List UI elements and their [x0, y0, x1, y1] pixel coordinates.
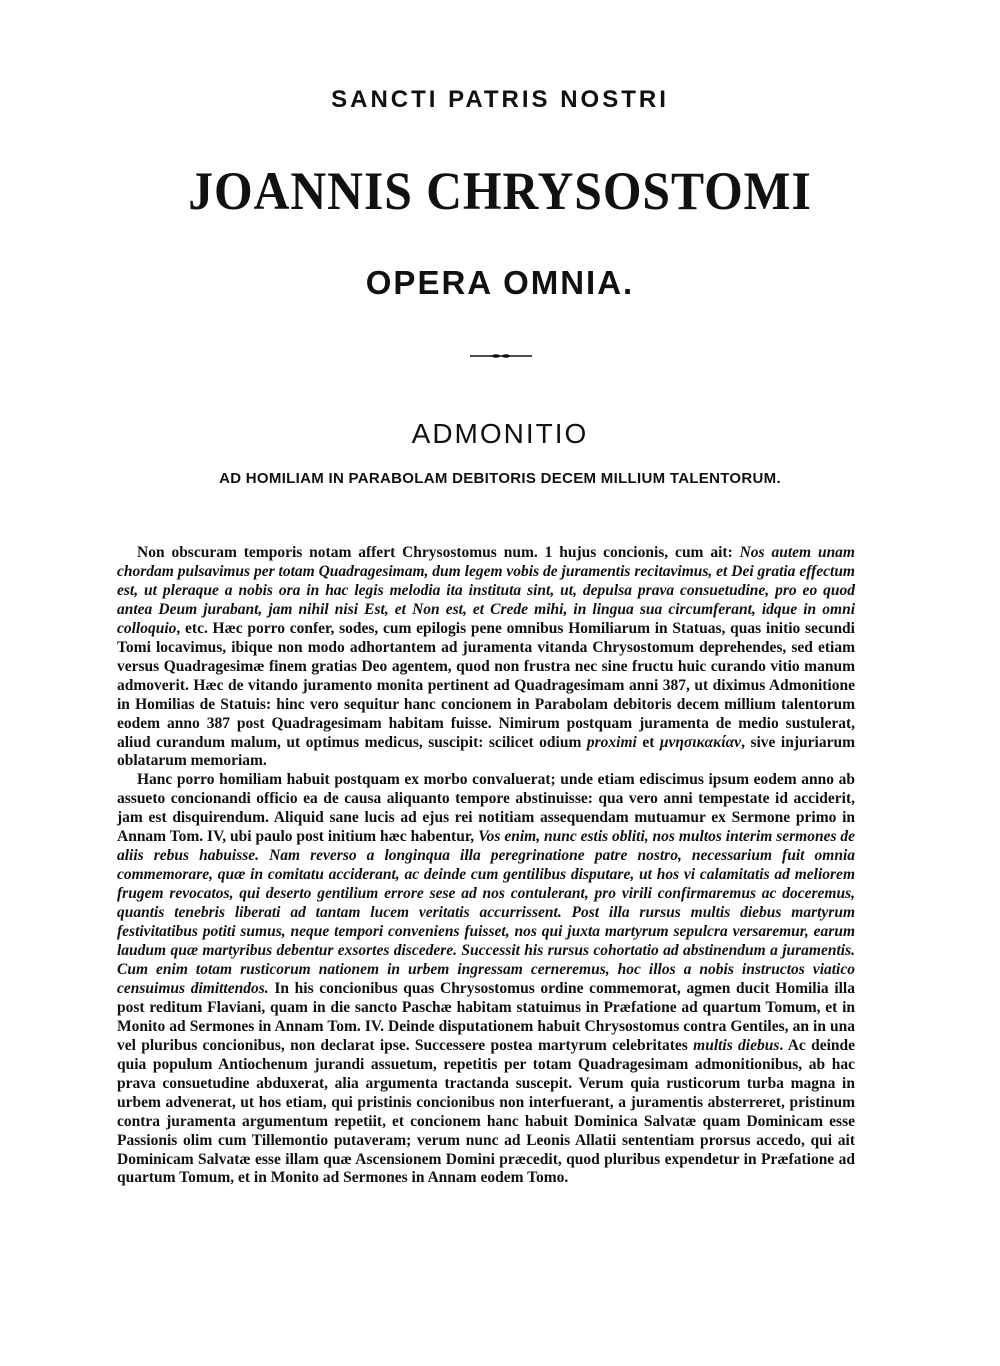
work-title: OPERA OMNIA. [365, 264, 635, 301]
p2-quote: Vos enim, nunc estis obliti, nos multos interim sermones de aliis rebus habuisse. Nam reverso a longinqua illa peregrinatione patre nostro, necessarium fuit omnia commemorare, quæ in comitatu acciderant, ac deinde cum gentilibus disputare, ut hos vi calamitatis ad meliorem frugem revocatos, qui deserto gentilium errore sese ad nos contulerant, pro virili confirmaremus ac doceremus, quantis tenebris liberati ad tantam lucem veritatis accurrissent. Post illa rursus multis diebus martyrum festivitatibus potiti sumus, neque tempori conveniens fuisset, nos qui juxta martyrum sepulcra versaremur, earum laudum quæ martyribus debentur exsortes discedere. Successit his rursus cohortatio ad abstinendum a juramentis. Cum enim totam rusticorum nationem in urbem ingressam cerneremus, hoc illos a nobis instructos viatico censuimus dimittendos. [117, 828, 855, 997]
p1-s5: et [636, 733, 660, 751]
divider-ornament [470, 354, 532, 358]
p1-greek-word: μνησικακίαν [659, 733, 742, 751]
p1-s1: Non obscuram temporis notam affert Chrysostomus num. 1 hujus concionis, cum ait: [137, 544, 740, 561]
p2-s1: Hanc porro homiliam habuit postquam ex morbo convaluerat; unde etiam ediscimus ipsum eodem anno ab assueto concionandi officio ea de causa aliquanto tempore abstinuisse: qua vero anni tempestate id acciderit, jam est disquirendum. Aliquid sane lucis ad ejus rei notitiam assequendam mutuamur ex Sermone primo in Annam Tom. IV, ubi paulo post initium hæc habentur, [117, 771, 855, 846]
p2-s5: . Ac deinde quia populum Antiochenum jurandi assuetum, repetitis per totam Quadragesimam admonitionibus, ab hac prava consuetudine abduxerat, alia argumenta tractanda suscepit. Verum quia rusticorum turba magna in urbem advenerat, ut hos etiam, qui pristinis concionibus non interfuerant, a juramentis absterreret, pristinum contra juramenta argumentum repetiit, et concionem hanc habuit Dominica Salvatæ quam Dominicam esse Passionis olim cum Tillemontio putaveram; verum nunc ad Leonis Allatii sententiam prorsus accedo, qui ait Dominicam Salvatæ esse illam quæ Ascensionem Domini præcedit, quod pluribus expendetur in Præfatione ad quartum Tomum, et in Monito ad Sermones in Annam eodem Tomo. [117, 1036, 856, 1187]
p2-multis-diebus: multis diebus [693, 1036, 780, 1054]
p1-s3: , etc. Hæc porro confer, sodes, cum epilogis pene omnibus Homiliarum in Statuas, quas initio secundi Tomi locavimus, ibique non modo adhortantem ad juramenta vitanda Chrysostomum deprehendes, sed etiam versus Quadragesimæ finem gratias Deo agentem, quod non frustra nec sine fructu huic curando vitio manum admoverit. Hæc de vitando juramento monita pertinent ad Quadragesimam anni 387, ut diximus Admonitione in Homilias de Statuis: hinc vero sequitur hanc concionem in Parabolam debitoris decem millium talentorum eodem anno 387 post Quadragesimam habitam fuisse. Nimirum postquam juramenta de medio sustulerat, aliud curandum malum, ut optimus medicus, suscipit: scilicet odium [117, 619, 855, 751]
p2-s3: In his concionibus quas Chrysostomus ordine commemorat, agmen ducit Homilia illa post reditum Flaviani, quam in die sancto Paschæ habitam statuimus in Præfatione ad quartum Tomum, et in Monito ad Sermones in Annam Tom. IV. Deinde disputationem habuit Chrysostomus contra Gentiles, an in una vel pluribus concionibus, non declarat ipse. Successere postea martyrum celebritates [117, 979, 855, 1054]
paragraph-2 [117, 771, 855, 1188]
series-title: SANCTI PATRIS NOSTRI [331, 86, 669, 113]
paragraph-1 [117, 544, 855, 771]
section-subtitle: AD HOMILIAM IN PARABOLAM DEBITORIS DECEM MILLIUM TALENTORUM. [219, 470, 781, 487]
author-title: JOANNIS CHRYSOSTOMI [188, 161, 812, 221]
section-title: ADMONITIO [411, 418, 589, 449]
body-text [117, 544, 855, 1188]
p1-s7: , sive injuriarum oblatarum memoriam. [117, 733, 855, 770]
p1-proximi: proximi [586, 733, 637, 751]
p1-quote: Nos autem unam chordam pulsavimus per totam Quadragesimam, dum legem vobis de juramentis recitavimus, et Dei gratia effectum est, ut pleraque a nobis ora in hac legis melodia ita instituta sint, ut, depulsa prava consuetudine, pro eo quod antea Deum jurabant, jam nihil nisi Est, et Non est, et Crede mihi, in lingua sua circumferant, idque in omni colloquio [117, 544, 855, 637]
